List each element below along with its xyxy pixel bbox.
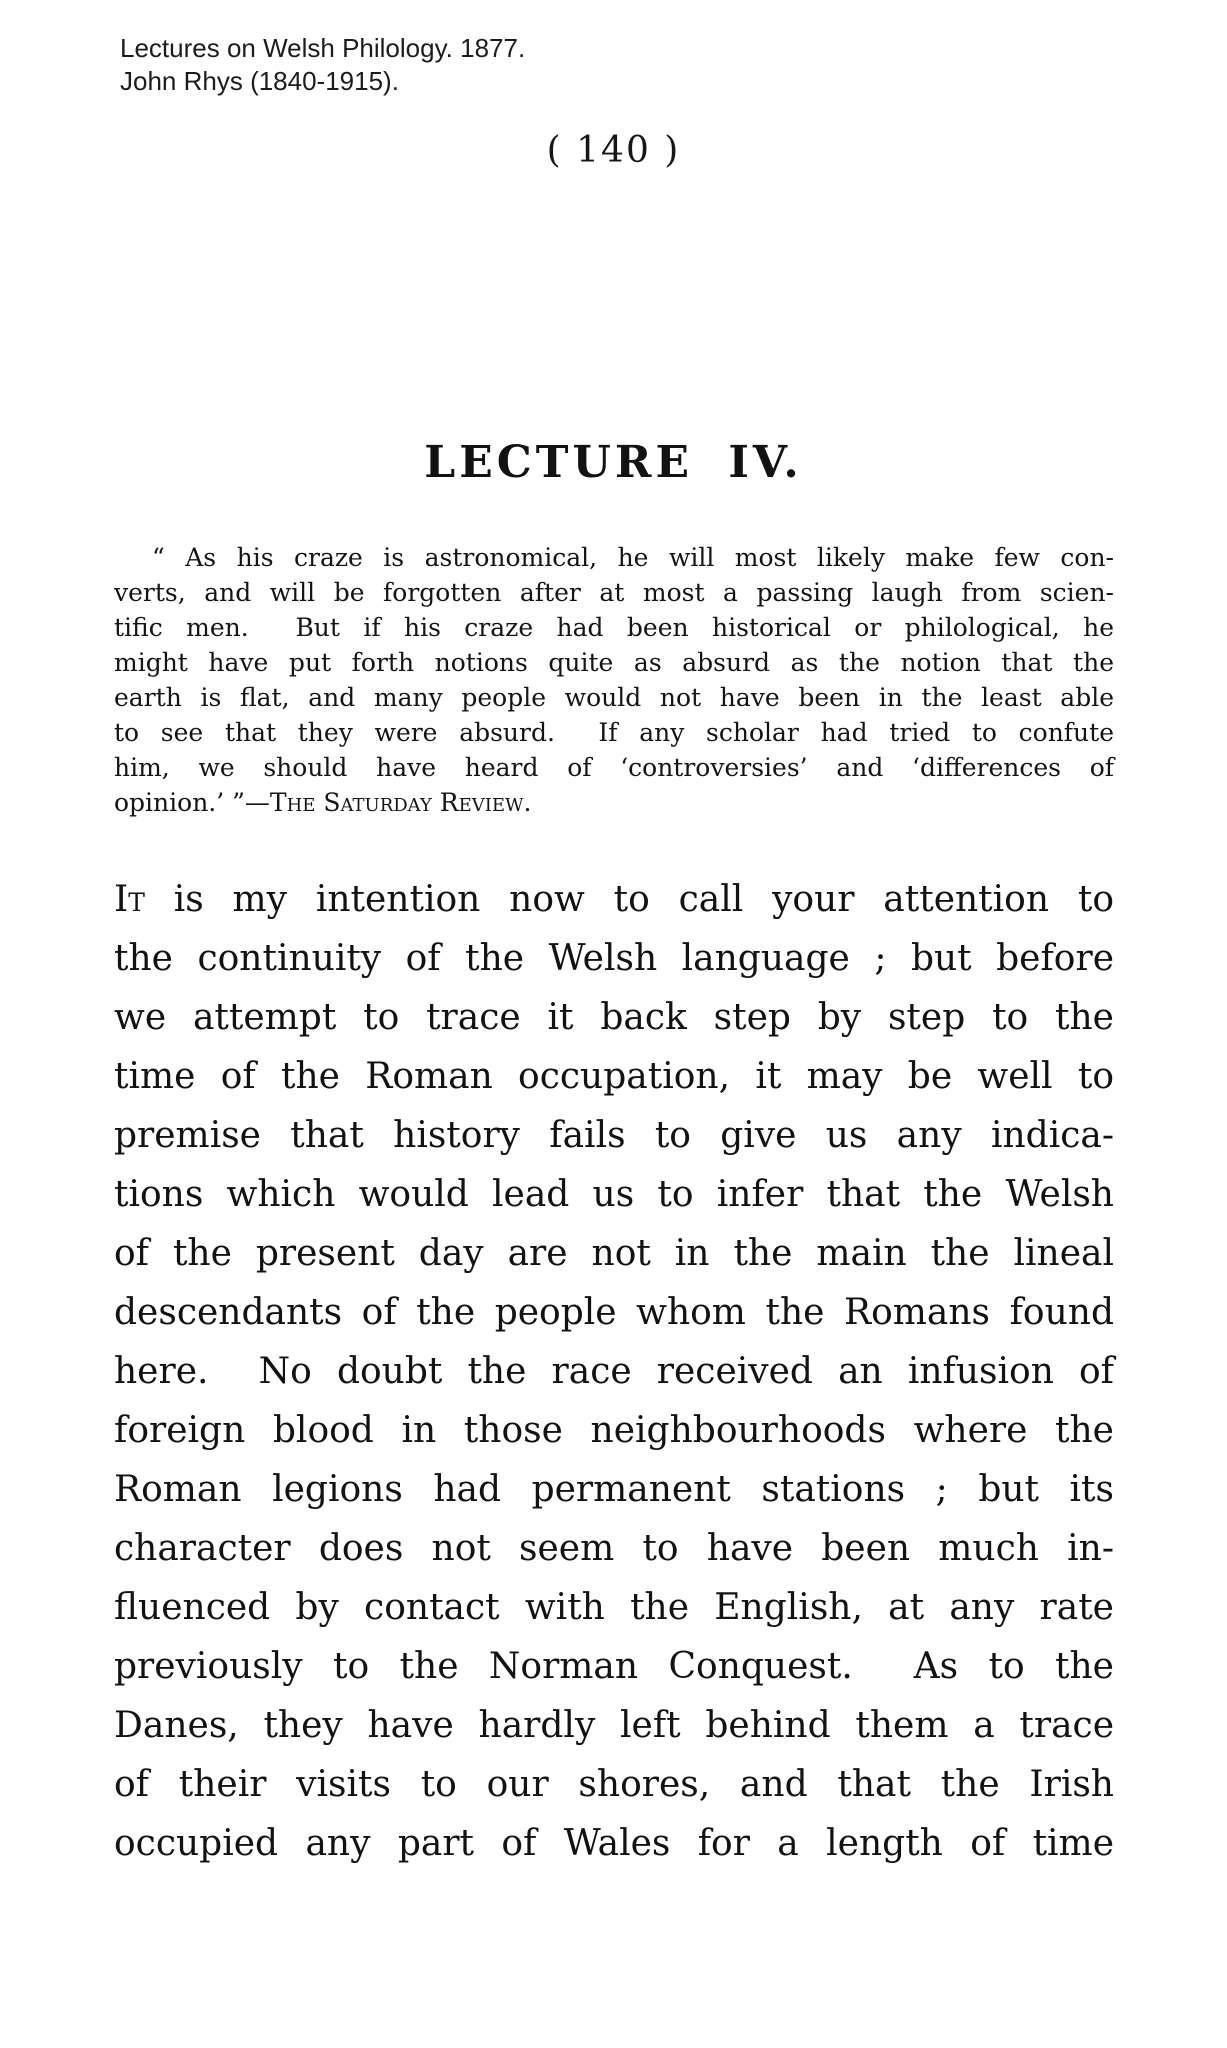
body-paragraph: [114, 870, 1114, 1873]
attribution-author-line: John Rhys (1840-1915).: [120, 66, 399, 96]
body-line: Danes, they have hardly left behind them a trace: [114, 1705, 1114, 1746]
lecture-heading: LECTURE IV.: [424, 437, 803, 488]
epigraph-line: earth is flat, and many people would not have been in the least able: [114, 683, 1114, 712]
body-line: of the present day are not in the main the lineal: [114, 1233, 1114, 1274]
body-line: [114, 870, 1114, 929]
body-line: previously to the Norman Conquest. As to the: [114, 1646, 1114, 1687]
body-line: Roman legions had permanent stations ; but its: [114, 1469, 1114, 1510]
work-attribution: [120, 32, 1227, 98]
book-page-scan: [0, 32, 1227, 2048]
epigraph-line: him, we should have heard of ‘controversies’ and ‘differences of: [114, 753, 1114, 782]
epigraph-line: to see that they were absurd. If any scholar had tried to confute: [114, 718, 1114, 747]
body-line: character does not seem to have been much in-: [114, 1528, 1114, 1569]
body-line: the continuity of the Welsh language ; but before: [114, 938, 1114, 979]
epigraph-source-line: [114, 785, 1114, 820]
body-line: occupied any part of Wales for a length of time: [114, 1823, 1114, 1864]
epigraph-line: verts, and will be forgotten after at most a passing laugh from scien-: [114, 578, 1114, 607]
attribution-title-line: Lectures on Welsh Philology. 1877.: [120, 33, 526, 63]
body-line: we attempt to trace it back step by step to the: [114, 997, 1114, 1038]
epigraph-quote: [114, 540, 1114, 820]
epigraph-closing-text: opinion.’ ”—: [114, 788, 270, 817]
epigraph-line: tific men. But if his craze had been historical or philological, he: [114, 613, 1114, 642]
body-line: descendants of the people whom the Romans found: [114, 1292, 1114, 1333]
body-line: time of the Roman occupation, it may be well to: [114, 1056, 1114, 1097]
page-number: ( 140 ): [546, 130, 681, 171]
epigraph-source: The Saturday Review.: [269, 788, 532, 817]
body-line: here. No doubt the race received an infusion of: [114, 1351, 1114, 1392]
body-line: of their visits to our shores, and that the Irish: [114, 1764, 1114, 1805]
body-line: fluenced by contact with the English, at any rate: [114, 1587, 1114, 1628]
body-line: premise that history fails to give us any indica-: [114, 1115, 1114, 1156]
body-line: tions which would lead us to infer that the Welsh: [114, 1174, 1114, 1215]
body-line: foreign blood in those neighbourhoods where the: [114, 1410, 1114, 1451]
epigraph-line: “ As his craze is astronomical, he will most likely make few con-: [152, 543, 1114, 572]
body-line-text: is my intention now to call your attention to: [144, 879, 1114, 920]
epigraph-line: might have put forth notions quite as absurd as the notion that the: [114, 648, 1114, 677]
paragraph-lead-word: It: [114, 879, 145, 920]
